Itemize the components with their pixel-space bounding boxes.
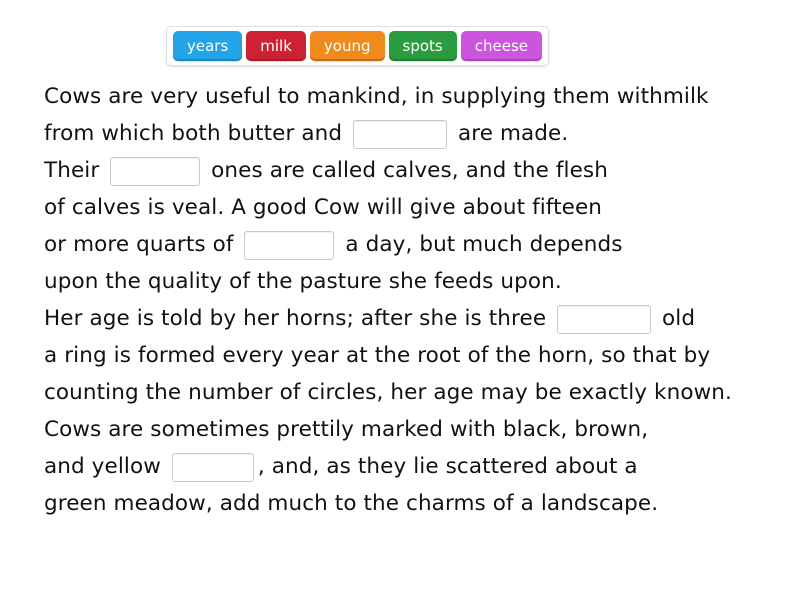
word-chip-milk[interactable]: milk [246, 31, 306, 61]
word-bank [166, 26, 549, 66]
passage-segment: are made. [451, 121, 569, 146]
passage-segment: counting the number of circles, her age may be exactly known. [44, 380, 732, 405]
word-chip-spots[interactable]: spots [389, 31, 457, 61]
answer-blank-5[interactable] [172, 453, 254, 482]
answer-blank-1[interactable] [353, 120, 447, 149]
word-chip-young[interactable]: young [310, 31, 385, 61]
passage-segment: upon the quality of the pasture she feeds upon. [44, 269, 562, 294]
passage-segment: Their [44, 158, 107, 183]
passage-segment: milk from which both butter and [44, 84, 716, 146]
passage-segment: a ring is formed every year at the root of the horn, so that by [44, 343, 711, 368]
word-chip-years[interactable]: years [173, 31, 242, 61]
passage-segment: or more quarts of [44, 232, 241, 257]
word-chip-cheese[interactable]: cheese [461, 31, 542, 61]
answer-blank-2[interactable] [110, 157, 200, 186]
answer-blank-4[interactable] [557, 305, 651, 334]
passage-segment: Cows are very useful to mankind, in supplying them with [44, 84, 663, 109]
passage-segment: and yellow [44, 454, 168, 479]
passage-segment: green meadow, add much to the charms of a landscape. [44, 491, 659, 516]
passage-segment: Cows are sometimes prettily marked with black, brown, [44, 417, 649, 442]
passage-segment: Her age is told by her horns; after she is three [44, 306, 554, 331]
passage-segment: of calves is veal. A good Cow will give about fifteen [44, 195, 603, 220]
passage-segment: a day, but much depends [338, 232, 623, 257]
passage-text [44, 78, 764, 522]
passage-segment: old [655, 306, 696, 331]
answer-blank-3[interactable] [244, 231, 334, 260]
passage-segment: ones are called calves, and the flesh [204, 158, 608, 183]
passage-segment: , and, as they lie scattered about a [257, 454, 638, 479]
